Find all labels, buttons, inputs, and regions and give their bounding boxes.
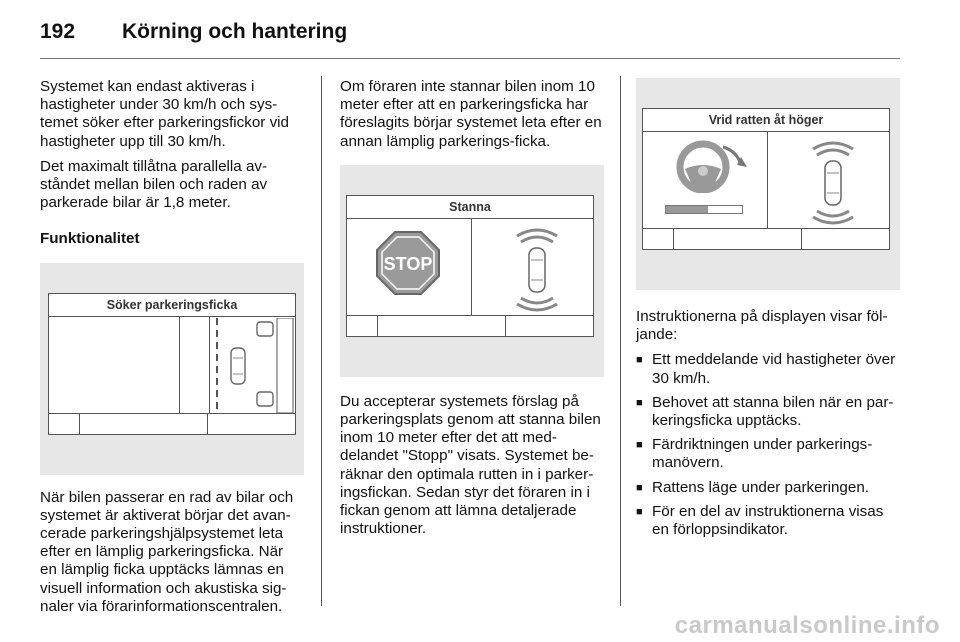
display-divider <box>767 132 768 228</box>
stop-sign-icon <box>375 230 441 296</box>
display-title: Vrid ratten åt höger <box>643 109 889 132</box>
figure-searching-parking <box>40 263 304 475</box>
display-screen <box>642 108 890 250</box>
watermark: carmanualsonline.info <box>674 612 940 639</box>
status-divider <box>673 229 674 249</box>
steering-wheel-icon <box>673 139 759 193</box>
progress-indicator <box>665 205 743 214</box>
car-sensor-icon <box>497 224 577 316</box>
status-divider <box>377 316 378 336</box>
column-separator <box>321 76 322 606</box>
display-divider <box>179 317 180 413</box>
list-item: ■ Rattens läge under parkeringen. <box>636 479 904 497</box>
car-parking-icon <box>209 318 295 413</box>
display-status-row <box>49 413 295 434</box>
status-divider <box>505 316 506 336</box>
list-item: ■ Ett meddelande vid hastigheter över 30 km/h. <box>636 351 904 387</box>
display-status-row <box>347 315 593 336</box>
car-sensor-icon <box>793 137 873 229</box>
display-divider <box>471 219 472 315</box>
status-divider <box>801 229 802 249</box>
list-item: ■ Färdriktningen under parkerings-manövern. <box>636 436 904 472</box>
display-title: Stanna <box>347 196 593 219</box>
column-2 <box>340 78 604 545</box>
list-item: ■ För en del av instruktionerna visas en förloppsindikator. <box>636 503 904 539</box>
page-number: 192 <box>40 20 76 43</box>
status-divider <box>207 414 208 434</box>
paragraph: När bilen passerar en rad av bilar och systemet är aktiverat börjar det avan-cerade parkeringshjälpsystemet leta efter en lämplig parkeringsficka. När en lämplig ficka upptäcks lämnas en visuell information och akustiska sig-naler via förarinformationscentralen. <box>40 488 294 615</box>
section-title: Körning och hantering <box>122 20 348 43</box>
progress-fill <box>666 206 708 213</box>
display-status-row <box>643 228 889 249</box>
column-separator <box>620 76 621 606</box>
list-item: ■ Behovet att stanna bilen när en par-keringsficka upptäcks. <box>636 394 904 430</box>
paragraph: Du accepterar systemets förslag på parkeringsplats genom att stanna bilen inom 10 meter efter det att med-delandet "Stopp" visats. Systemet be-räknar den optimala rutten in i parker-ingsfickan. Sedan styr det föraren in i fickan genom att lämna detaljerade instruktioner. <box>340 392 601 538</box>
paragraph: Det maximalt tillåtna parallella av-ståndet mellan bilen och raden av parkerade bilar är 1,8 meter. <box>40 157 268 212</box>
column-3 <box>636 78 904 545</box>
figure-stop <box>340 165 604 377</box>
display-screen <box>346 195 594 337</box>
header-rule <box>40 58 900 59</box>
figure-turn-wheel-right <box>636 78 900 290</box>
column-1 <box>40 78 304 623</box>
stop-sign-text: STOP <box>383 253 433 274</box>
instruction-list <box>636 351 904 539</box>
paragraph: Instruktionerna på displayen visar föl-jande: <box>636 308 888 344</box>
status-divider <box>79 414 80 434</box>
paragraph: Systemet kan endast aktiveras i hastigheter under 30 km/h och sys-temet söker efter parkeringsfickor vid hastigheter upp till 30 km/h. <box>40 78 289 150</box>
page-header <box>40 12 920 52</box>
paragraph: Om föraren inte stannar bilen inom 10 meter efter att en parkeringsficka har föreslagits börjar systemet leta efter en annan lämplig parkerings-ficka. <box>340 78 602 150</box>
display-title: Söker parkeringsficka <box>49 294 295 317</box>
display-screen <box>48 293 296 435</box>
subheading-funktionalitet: Funktionalitet <box>40 230 140 248</box>
